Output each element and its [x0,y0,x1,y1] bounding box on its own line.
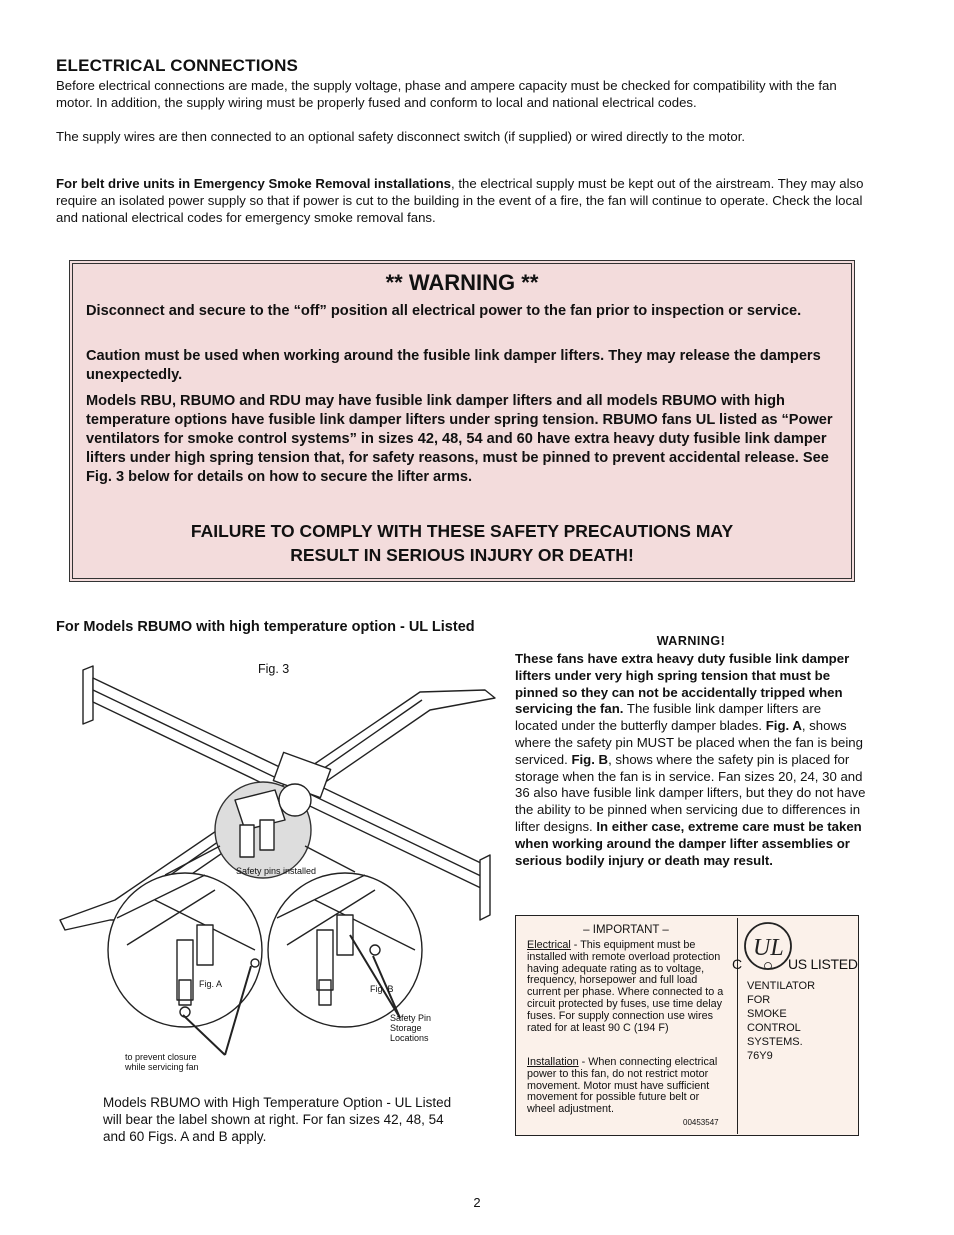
bracket-left [83,666,93,724]
warning-text: , shows where the safety pin MUST be placed when the fan is being serviced. [515,718,863,767]
dash: – [659,924,669,936]
fig-b-label: Fig. B [370,984,394,994]
prevent-closure-label [125,1052,199,1072]
electrical-paragraph-3 [56,175,876,226]
warning-paragraph-2: Caution must be used when working around the fusible link damper lifters. They may release the dampers unexpectedly. [86,348,821,383]
safety-pins-label: Safety pins installed [236,866,317,876]
electrical-note-text: - This equipment must be installed with remote overload protection having adequate rating as to voltage, frequency, horsepower and full load current per phase. Where connected to a circuit protected by fuses, use time delay fuses. For supply connection use wires rated for at least 90 C (194 F) [527,939,724,1034]
warning-paragraph-3: Models RBU, RBUMO and RDU may have fusible link damper lifters and all models RBUMO with high temperature options have fusible link damper lifters under spring tension. RBUMO fans UL listed as “Power ventilators for smoke control systems” in sizes 42, 48, 54 and 60 have extra heavy duty fusible link damper lifters under high spring tension that, for safety reasons, must be pinned to prevent accidental release. See Fig. 3 below for details on how to secure the lifter arms. [86,393,833,485]
paragraph-bold-lead: For belt drive units in Emergency Smoke Removal installations [56,176,452,191]
svg-text:UL: UL [753,935,784,961]
warning-bold: In either case, extreme care must be taken when working around the damper lifter assemblies or serious bodily injury or death may result. [515,818,862,868]
warning-text: The fusible link damper lifters are located under the butterfly damper blades. [515,701,822,734]
fig3-label: Fig. 3 [258,662,290,676]
important-heading [520,924,732,936]
electrical-paragraph-2: The supply wires are then connected to an optional safety disconnect switch (if supplied) or wired directly to the motor. [56,129,746,144]
storage-label [390,1013,431,1043]
warning-bold: These fans have extra heavy duty fusible link damper lifters under very high spring tension that must be pinned so they can not be accidentally tripped when servicing the fan. [515,651,850,717]
electrical-note [527,940,727,1034]
section-heading: ELECTRICAL CONNECTIONS [56,56,299,75]
storage-label-line: Safety Pin [390,1013,432,1023]
fig3-illustration [55,650,500,1080]
warning-paragraph-1: Disconnect and secure to the “off” position all electrical power to the fan prior to inspection or service. [86,303,802,319]
failure-line-2: RESULT IN SERIOUS INJURY OR DEATH! [290,545,634,565]
prevent-label-line: to prevent closure [125,1052,197,1062]
installation-note [527,1057,727,1116]
prevent-label-line: while servicing fan [125,1062,199,1072]
ul-line: FOR [747,994,771,1006]
fig-a-label: Fig. A [199,979,223,989]
installation-underline: Installation [527,1056,579,1068]
ul-line: SMOKE [747,1008,787,1020]
warning-bold: Fig. B [571,751,609,767]
installation-note-text: - When connecting electrical power to this fan, do not restrict motor movement. Motor must have sufficient movement for possible future belt or wheel adjustment. [527,1056,718,1116]
paragraph-text: , the electrical supply must be kept out of the airstream. They may also require an isolated power supply so that if power is cut to the building in the event of a fire, the fan will continue to operate. Check the local and national electrical codes for emergency smoke removal fans. [56,176,864,225]
warning-title: ** WARNING ** [385,270,539,295]
right-warning-title: WARNING! [656,634,726,648]
ul-c-mark: C [732,956,743,972]
models-subheading: For Models RBUMO with high temperature option - UL Listed [56,619,475,635]
electrical-underline: Electrical [527,939,571,951]
storage-label-line: Storage [390,1023,422,1033]
ul-listing-text [747,979,815,1063]
ul-us-listed: US LISTED [788,956,858,972]
warning-bold: Fig. A [765,718,802,734]
storage-label-line: Locations [390,1033,429,1043]
warning-text: , shows where the safety pin is placed for storage when the fan is in service. Fan sizes 20, 24, 30 and 36 also have fusible link damper lifters, but they do not have the ability to be pinned when servicing due to differences in lifter designs. [515,751,866,834]
ul-line: VENTILATOR [747,980,816,992]
ul-line: SYSTEMS. [747,1036,803,1048]
page-number: 2 [473,1195,481,1210]
ul-line: CONTROL [747,1022,801,1034]
ul-line: 76Y9 [747,1050,773,1062]
ul-label-divider [737,918,738,1134]
dash: – [583,924,593,936]
failure-line-1: FAILURE TO COMPLY WITH THESE SAFETY PRECAUTIONS MAY [190,521,734,541]
figure-caption: Models RBUMO with High Temperature Option - UL Listed will bear the label shown at right. For fan sizes 42, 48, 54 and 60 Figs. A and B apply. [103,1095,452,1144]
label-code: 00453547 [683,1118,719,1127]
electrical-paragraph-1: Before electrical connections are made, the supply voltage, phase and ampere capacity must be checked for compatibility with the fan motor. In addition, the supply wiring must be properly fused and conform to local and national electrical codes. [56,78,837,110]
right-warning-text [515,651,867,869]
important-text: IMPORTANT [592,924,660,936]
